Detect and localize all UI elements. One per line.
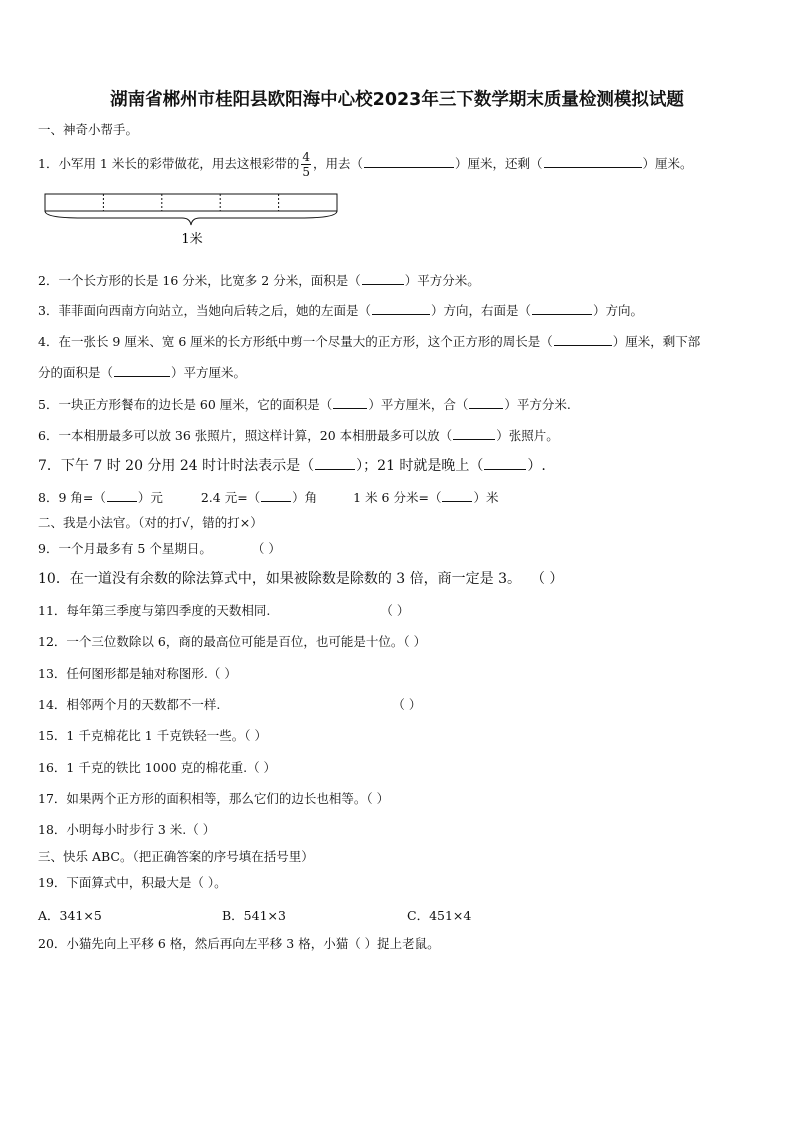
question-14 (38, 697, 421, 713)
answer-blank[interactable] (469, 396, 503, 409)
answer-parens[interactable]: （ ） (392, 697, 422, 712)
question-15 (38, 728, 267, 744)
q17-text: 17．如果两个正方形的面积相等，那么它们的边长也相等。 (38, 791, 367, 806)
q4-text-line2-post: ）平方厘米。 (171, 365, 247, 380)
q5-text-mid: ）平方厘米，合（ (368, 397, 469, 412)
q8-c-post: ）米 (473, 490, 499, 505)
answer-blank[interactable] (442, 489, 472, 502)
q3-text-mid: ）方向，右面是（ (430, 303, 531, 318)
section-3-heading: 三、快乐 ABC。（把正确答案的序号填在括号里） (38, 849, 314, 864)
answer-blank[interactable] (532, 302, 592, 315)
answer-parens[interactable]: （ ） (530, 571, 564, 587)
question-3 (38, 302, 643, 319)
q8-c-pre: 1 米 6 分米=（ (353, 490, 442, 505)
q3-text-post: ）方向。 (592, 303, 643, 318)
q9-text: 9．一个月最多有 5 个星期日。 (38, 541, 212, 556)
ribbon-bar (45, 194, 337, 211)
q4-text-post: ）厘米，剩下部 (612, 334, 701, 349)
q1-text-post: ）厘米。 (642, 156, 693, 171)
q4-text-pre: 4．在一张长 9 厘米、宽 6 厘米的长方形纸中剪一个尽量大的正方形，这个正方形的周长是（ (38, 334, 553, 349)
q3-text-pre: 3．菲菲面向西南方向站立，当她向后转之后，她的左面是（ (38, 303, 371, 318)
q8-a-post: ）元 (137, 490, 163, 505)
answer-blank[interactable] (544, 155, 642, 168)
answer-parens[interactable]: （ ） (380, 603, 410, 618)
question-12 (38, 634, 426, 650)
q10-text: 10．在一道没有余数的除法算式中，如果被除数是除数的 3 倍，商一定是 3。 (38, 571, 521, 587)
question-6 (38, 427, 559, 444)
fraction-numerator: 4 (302, 150, 310, 164)
q6-text-pre: 6．一本相册最多可以放 36 张照片，照这样计算，20 本相册最多可以放（ (38, 428, 453, 443)
section-2-heading: 二、我是小法官。（对的打√，错的打×） (38, 515, 263, 530)
question-11 (38, 603, 409, 619)
q1-text-mid: ，用去（ (313, 156, 364, 171)
q6-text-post: ）张照片。 (496, 428, 559, 443)
page-title: 湖南省郴州市桂阳县欧阳海中心校2023年三下数学期末质量检测模拟试题 (110, 90, 684, 110)
q7-text-mid: ）；21 时就是晚上（ (356, 458, 484, 474)
q19-option-a[interactable]: A．341×5 (38, 908, 102, 923)
question-8 (38, 489, 498, 506)
ribbon-figure (42, 190, 342, 252)
fraction-denominator: 5 (302, 165, 310, 179)
question-4-line-1 (38, 333, 700, 350)
answer-blank[interactable] (484, 457, 526, 470)
q15-text: 15．1 千克棉花比 1 千克铁轻一些。 (38, 728, 245, 743)
q18-text: 18．小明每小时步行 3 米. (38, 822, 187, 837)
q16-text: 16．1 千克的铁比 1000 克的棉花重. (38, 760, 248, 775)
q4-text-line2-pre: 分的面积是（ (38, 365, 114, 380)
answer-parens[interactable]: （ ） (186, 822, 216, 837)
answer-blank[interactable] (364, 155, 454, 168)
section-1-heading: 一、神奇小帮手。 (38, 122, 139, 137)
fraction-four-fifths (301, 150, 311, 179)
q1-text-pre: 1．小军用 1 米长的彩带做花，用去这根彩带的 (38, 156, 300, 171)
answer-parens[interactable]: （ ） (247, 760, 277, 775)
answer-blank[interactable] (114, 364, 170, 377)
question-9 (38, 541, 281, 557)
question-19 (38, 875, 227, 891)
answer-parens[interactable]: （ ） (403, 634, 427, 649)
question-17 (38, 791, 389, 807)
answer-blank[interactable] (261, 489, 291, 502)
q7-text-pre: 7．下午 7 时 20 分用 24 时计时法表示是（ (38, 458, 315, 474)
question-7 (38, 457, 546, 474)
answer-parens[interactable]: （ ） (244, 728, 267, 743)
q5-text-post: ）平方分米. (504, 397, 571, 412)
question-10 (38, 571, 563, 587)
q19-option-c[interactable]: C．451×4 (407, 908, 472, 923)
q8-a-pre: 8．9 角=（ (38, 490, 106, 505)
question-5 (38, 396, 571, 413)
q8-b-post: ）角 (292, 490, 318, 505)
ribbon-brace (45, 211, 337, 225)
q14-text: 14．相邻两个月的天数都不一样. (38, 697, 221, 712)
q1-text-mid2: ）厘米，还剩（ (455, 156, 543, 171)
q11-text: 11．每年第三季度与第四季度的天数相同. (38, 603, 271, 618)
answer-parens[interactable]: （ ） (366, 791, 390, 806)
question-2 (38, 272, 480, 289)
question-1 (38, 150, 693, 179)
q19-text: 19．下面算式中，积最大是（ ）。 (38, 875, 227, 890)
answer-blank[interactable] (453, 427, 495, 440)
question-4-line-2 (38, 364, 246, 381)
answer-blank[interactable] (107, 489, 137, 502)
q2-text-post: ）平方分米。 (404, 273, 480, 288)
q20-text: 20．小猫先向上平移 6 格，然后再向左平移 3 格，小猫（ ）捉上老鼠。 (38, 936, 440, 951)
answer-blank[interactable] (315, 457, 355, 470)
question-18 (38, 822, 215, 838)
answer-blank[interactable] (333, 396, 367, 409)
answer-blank[interactable] (554, 333, 612, 346)
answer-parens[interactable]: （ ） (251, 541, 281, 556)
answer-blank[interactable] (372, 302, 430, 315)
q2-text-pre: 2．一个长方形的长是 16 分米，比宽多 2 分米，面积是（ (38, 273, 361, 288)
question-20 (38, 936, 440, 952)
q19-option-b[interactable]: B．541×3 (222, 908, 286, 923)
answer-parens[interactable]: （ ） (207, 666, 237, 681)
question-13 (38, 666, 237, 682)
q7-text-post: ）. (527, 458, 546, 474)
q5-text-pre: 5．一块正方形餐布的边长是 60 厘米，它的面积是（ (38, 397, 333, 412)
q8-b-pre: 2.4 元=（ (200, 490, 261, 505)
question-16 (38, 760, 276, 776)
q12-text: 12．一个三位数除以 6，商的最高位可能是百位，也可能是十位。 (38, 634, 404, 649)
ribbon-length-label: 1米 (181, 232, 203, 247)
q13-text: 13．任何图形都是轴对称图形. (38, 666, 208, 681)
answer-blank[interactable] (362, 272, 404, 285)
